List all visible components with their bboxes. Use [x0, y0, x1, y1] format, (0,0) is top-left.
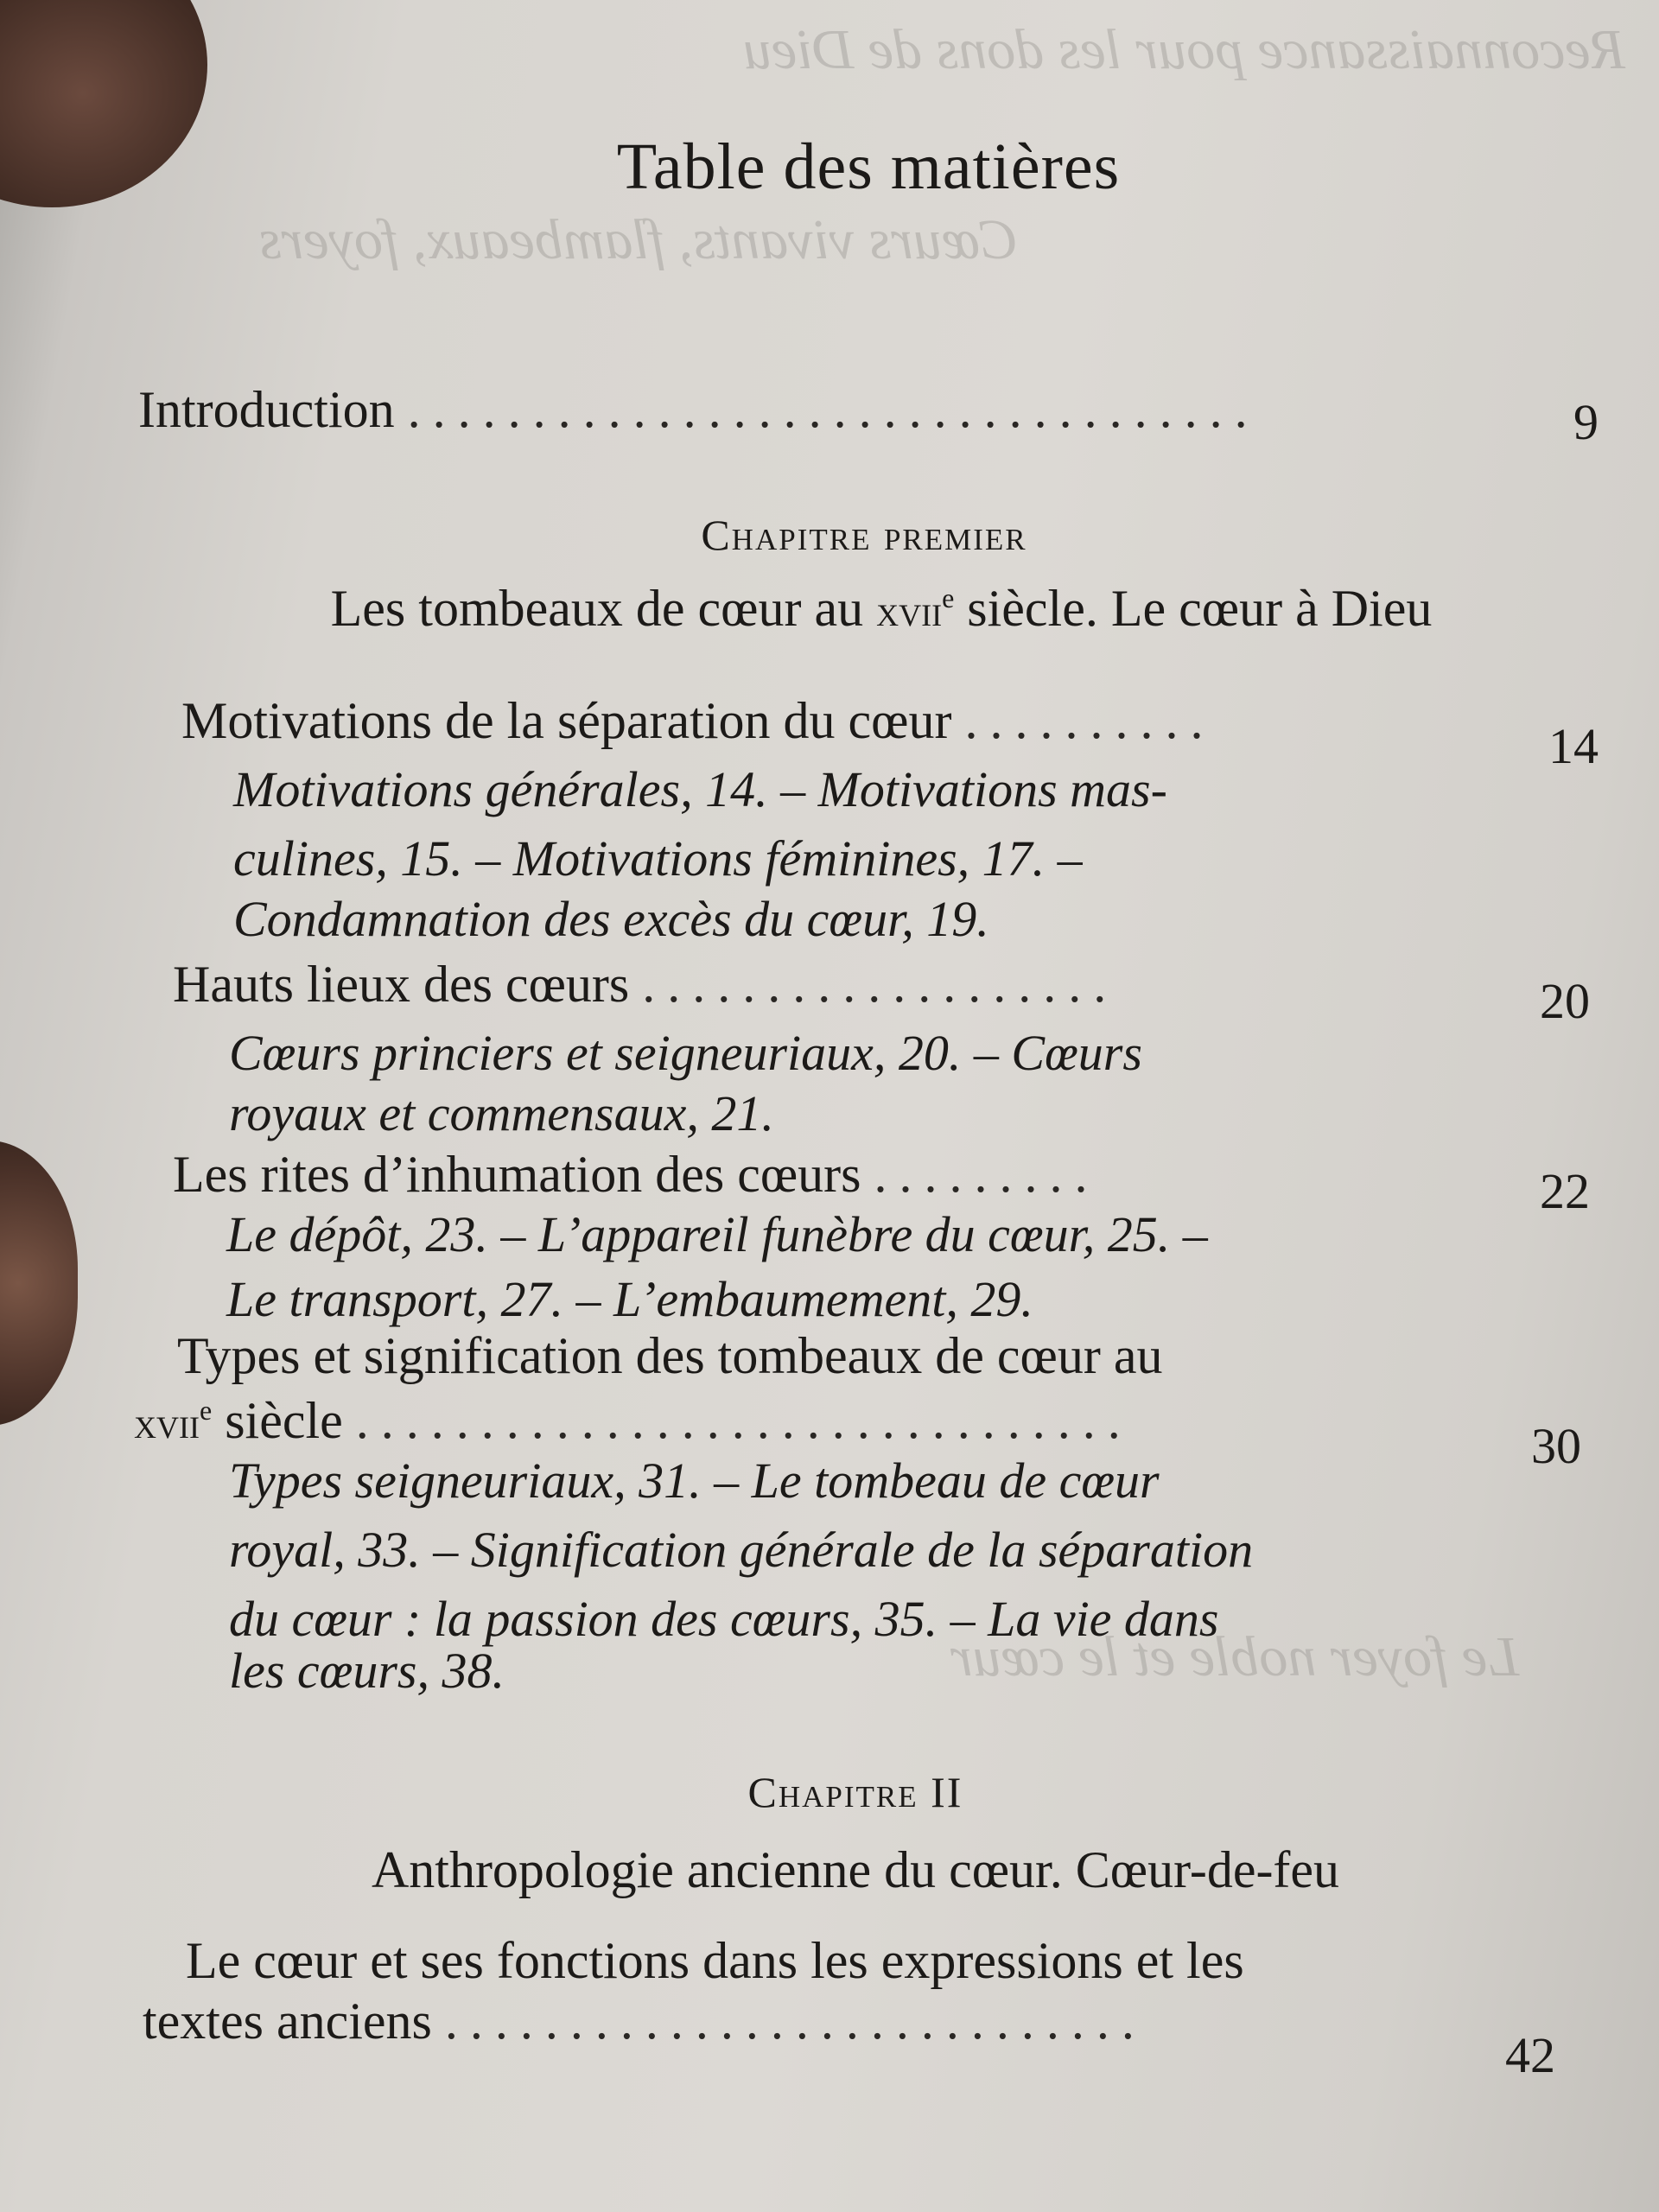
subentry-line: royal, 33. – Signification générale de la séparation: [229, 1522, 1254, 1578]
chapter-title: Les tombeaux de cœur au xvii$^e$ siècle. Le cœur à Dieu: [330, 580, 1433, 637]
page-number: 14: [1548, 718, 1599, 774]
toc-entry: [181, 691, 1215, 751]
leader-dots: ..........: [964, 692, 1216, 749]
subentry-line: les cœurs, 38.: [229, 1643, 505, 1699]
subentry-line: Le dépôt, 23. – L’appareil funèbre du cœur, 25. –: [226, 1206, 1208, 1262]
toc-entry: [173, 1145, 1100, 1205]
leader-dots: ...................: [642, 956, 1119, 1013]
leader-dots: ............................: [444, 1993, 1147, 2050]
toc-entry-continued: xvii$^e$ siècle ...............................: [134, 1392, 1133, 1449]
chapter-label: Chapitre II: [747, 1768, 963, 1816]
toc-entry: [173, 955, 1118, 1014]
subentry-line: Le transport, 27. – L’embaumement, 29.: [226, 1271, 1033, 1327]
entry-title: Types et signification des tombeaux de cœur au: [177, 1327, 1163, 1384]
subentry-line: Types seigneuriaux, 31. – Le tombeau de cœur: [229, 1452, 1160, 1509]
show-through-text: Cœurs vivants, flambeaux, foyers: [259, 208, 1019, 271]
subentry-line: royaux et commensaux, 21.: [229, 1085, 774, 1141]
subentry-line: Cœurs princiers et seigneuriaux, 20. – Cœurs: [229, 1025, 1142, 1081]
entry-title: Motivations de la séparation du cœur: [181, 692, 952, 749]
chapter-title: Anthropologie ancienne du cœur. Cœur-de-feu: [371, 1841, 1340, 1898]
entry-title: Les rites d’inhumation des cœurs: [173, 1146, 861, 1203]
century-numeral: xvii: [134, 1399, 200, 1448]
page-number: 42: [1505, 2027, 1555, 2083]
toc-entry-introduction: [138, 380, 1260, 440]
entry-title: Introduction: [138, 381, 395, 438]
subentry-line: Condamnation des excès du cœur, 19.: [233, 891, 989, 947]
leader-dots: ...............................: [355, 1392, 1133, 1449]
show-through-text: Le foyer noble et le cœur: [950, 1625, 1520, 1688]
subentry-line: du cœur : la passion des cœurs, 35. – La vie dans: [229, 1591, 1219, 1647]
century-numeral: xvii: [876, 587, 943, 636]
toc-entry: [186, 1931, 1244, 1991]
leader-dots: .........: [874, 1146, 1100, 1203]
toc-entry: [177, 1326, 1162, 1386]
chapter-label: Chapitre premier: [701, 511, 1027, 559]
subentry-line: Motivations générales, 14. – Motivations mas-: [233, 761, 1167, 817]
page-number: 9: [1573, 394, 1599, 450]
page-number: 22: [1540, 1163, 1590, 1219]
page-number: 30: [1531, 1418, 1581, 1474]
show-through-text: Reconnaissance pour les dons de Dieu: [743, 18, 1625, 81]
page-number: 20: [1540, 973, 1590, 1029]
subentry-line: culines, 15. – Motivations féminines, 17. –: [233, 830, 1083, 887]
toc-entry-continued: textes anciens ............................: [143, 1993, 1147, 2050]
entry-title: Le cœur et ses fonctions dans les expressions et les: [186, 1932, 1244, 1989]
leader-dots: ..................................: [407, 381, 1260, 438]
entry-title: Hauts lieux des cœurs: [173, 956, 630, 1013]
page-title: Table des matières: [616, 130, 1121, 203]
